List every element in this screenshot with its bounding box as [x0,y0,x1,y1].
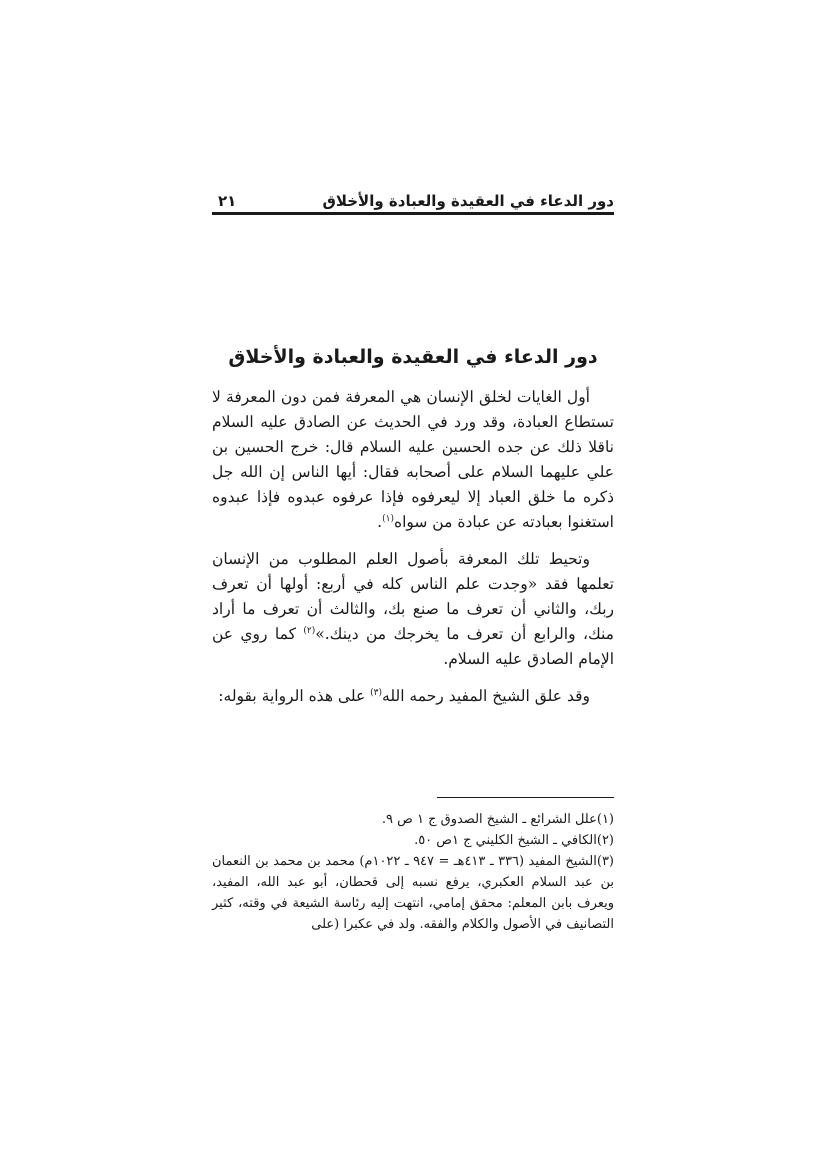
footnote-ref: (٢) [303,625,316,636]
paragraph [212,385,614,535]
paragraph-tail: كما روي عن الإمام الصادق عليه السلام. [212,625,614,668]
paragraph-text: أول الغايات لخلق الإنسان هي المعرفة فمن دون المعرفة لا تستطاع العبادة، وقد ورد في الحديث عن الصادق عليه السلام ناقلا ذلك عن جده الحسين عليه السلام قال: خرج الحسين بن علي عليهما السلام على أصحابه فقال: أيها الناس إن الله جل ذكره ما خلق العباد إلا ليعرفوه فإذا عرفوه عبدوه فإذا عبدوه استغنوا بعبادته عن عبادة من سواه [212,388,614,531]
footnote-ref: (٣) [370,687,383,698]
paragraph-tail: . [377,513,383,531]
paragraph [212,547,614,672]
paragraph-text: وتحيط تلك المعرفة بأصول العلم المطلوب من الإنسان تعلمها فقد «وجدت علم الناس كله في أربع: أولها أن تعرف ربك، والثاني أن تعرف ما صنع بك، والثالث أن تعرف ما أراد منك، والرابع أن تعرف ما يخرجك من دينك.» [212,550,614,643]
chapter-title: دور الدعاء في العقيدة والعبادة والأخلاق [228,346,598,368]
running-title: دور الدعاء في العقيدة والعبادة والأخلاق [322,192,614,210]
page-number: ٢١ [218,192,237,210]
footnote: (٣)الشيخ المفيد (٣٣٦ ـ ٤١٣هـ = ٩٤٧ ـ ١٠٢٢م) محمد بن محمد بن النعمان بن عبد السلام العكبري، يرفع نسبه إلى قحطان، أبو عبد الله، المفيد، ويعرف بابن المعلم: محقق إمامي، انتهت إليه رئاسة الشيعة في وقته، كثير التصانيف في الأصول والكلام والفقه. ولد في عكبرا (على [212,854,614,932]
paragraph-tail: على هذه الرواية بقوله: [218,687,371,705]
paragraph-text: وقد علق الشيخ المفيد رحمه الله [382,687,590,705]
footnote: (١)علل الشرائع ـ الشيخ الصدوق ج ١ ص ٩. [381,812,614,827]
running-header [212,190,614,212]
paragraph [212,684,614,709]
footnote-ref: (١) [382,513,394,524]
footnote-divider [437,797,614,798]
header-divider [212,212,614,215]
footnote: (٢)الكافي ـ الشيخ الكليني ج ١ص ٥٠. [414,833,614,848]
body-text [212,385,614,721]
footnotes [212,809,614,935]
